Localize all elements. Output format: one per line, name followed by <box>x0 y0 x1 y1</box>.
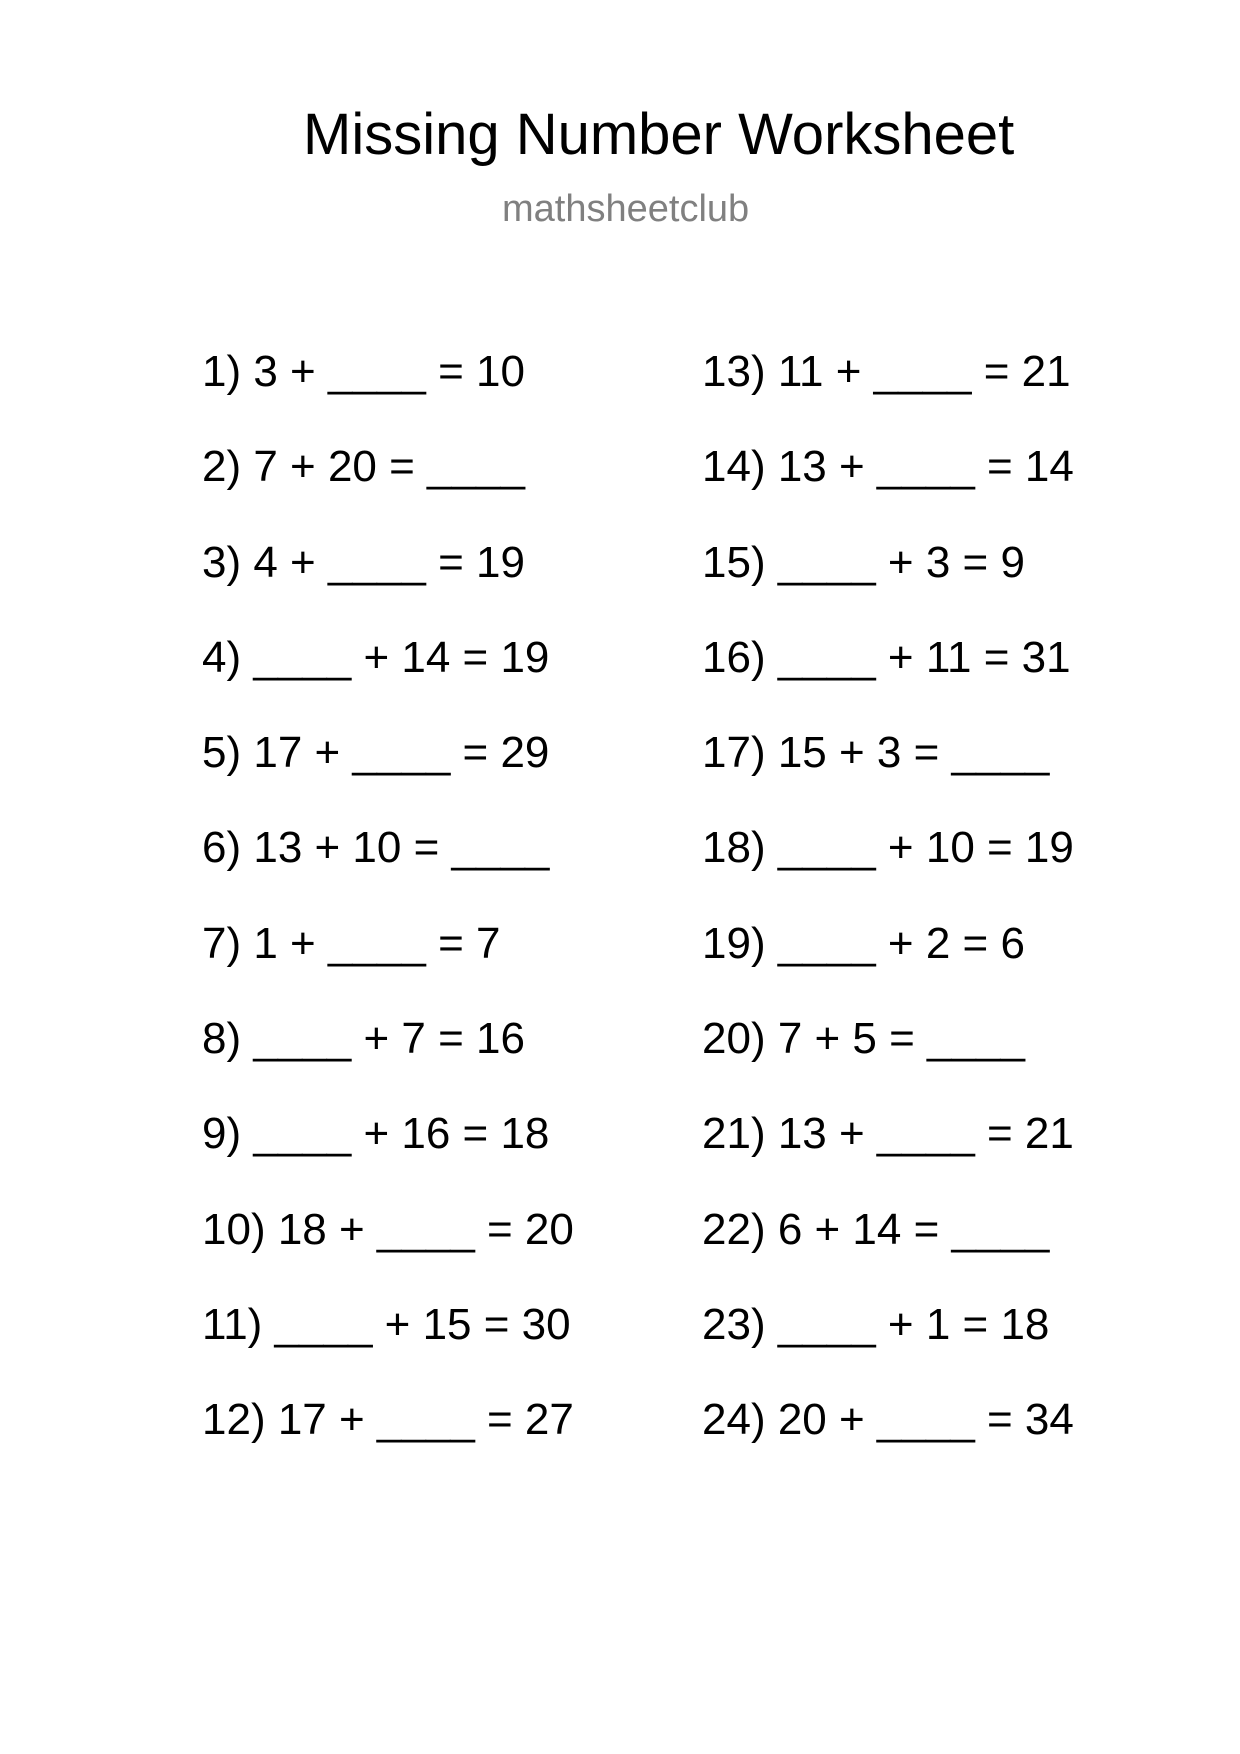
problem-16: 16) ____ + 11 = 31 <box>702 632 1071 682</box>
problem-column-left <box>202 324 574 1468</box>
problem-18: 18) ____ + 10 = 19 <box>702 823 1074 873</box>
problem-1: 1) 3 + ____ = 10 <box>202 347 525 396</box>
problem-11: 11) ____ + 15 = 30 <box>202 1299 571 1349</box>
problem-12: 12) 17 + ____ = 27 <box>202 1395 574 1445</box>
problem-2: 2) 7 + 20 = ____ <box>202 442 525 492</box>
problem-6: 6) 13 + 10 = ____ <box>202 823 550 873</box>
problem-14: 14) 13 + ____ = 14 <box>702 442 1074 492</box>
problem-4: 4) ____ + 14 = 19 <box>202 632 550 682</box>
page-title: Missing Number Worksheet <box>303 102 1015 167</box>
problem-column-right <box>702 324 1074 1468</box>
problem-13: 13) 11 + ____ = 21 <box>702 347 1071 396</box>
problem-3: 3) 4 + ____ = 19 <box>202 537 525 587</box>
problem-24: 24) 20 + ____ = 34 <box>702 1395 1074 1445</box>
problem-8: 8) ____ + 7 = 16 <box>202 1014 525 1064</box>
problem-5: 5) 17 + ____ = 29 <box>202 728 550 778</box>
problem-22: 22) 6 + 14 = ____ <box>702 1204 1050 1254</box>
problem-10: 10) 18 + ____ = 20 <box>202 1204 574 1254</box>
problem-20: 20) 7 + 5 = ____ <box>702 1014 1025 1064</box>
problem-7: 7) 1 + ____ = 7 <box>202 918 501 968</box>
site-watermark: mathsheetclub <box>502 188 750 230</box>
problem-17: 17) 15 + 3 = ____ <box>702 728 1050 778</box>
problem-19: 19) ____ + 2 = 6 <box>702 918 1025 968</box>
problem-9: 9) ____ + 16 = 18 <box>202 1109 550 1159</box>
problem-23: 23) ____ + 1 = 18 <box>702 1299 1050 1349</box>
problem-21: 21) 13 + ____ = 21 <box>702 1109 1074 1159</box>
problem-15: 15) ____ + 3 = 9 <box>702 537 1025 587</box>
